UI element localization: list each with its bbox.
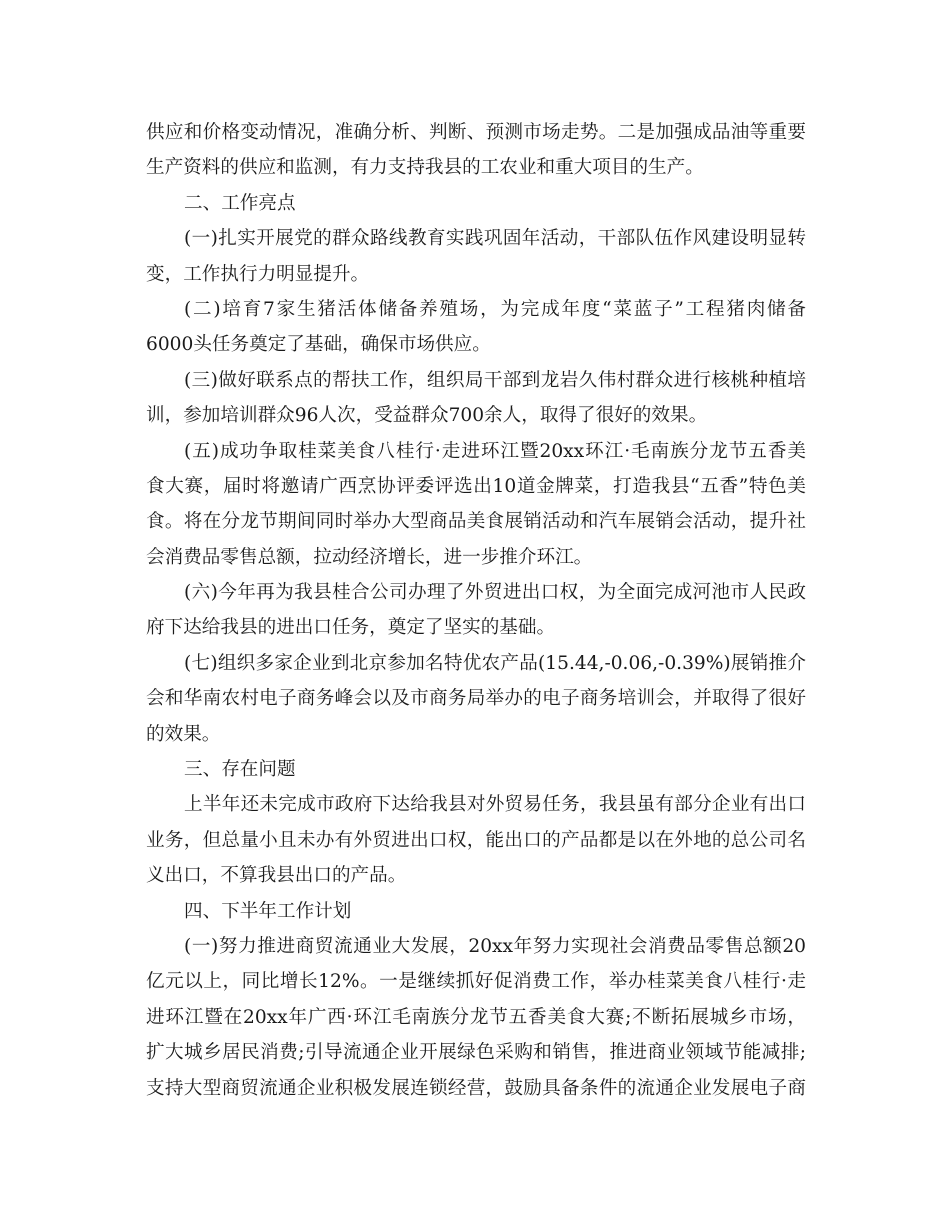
text-line: 生产资料的供应和监测，有力支持我县的工农业和重大项目的生产。 bbox=[146, 157, 704, 179]
text-line: 支持大型商贸流通企业积极发展连锁经营，鼓励具备条件的流通企业发展电子商 bbox=[146, 1077, 806, 1099]
text-line: (二)培育7家生猪活体储备养殖场，为完成年度“菜蓝子”工程猪肉储备 bbox=[184, 298, 806, 320]
text-line: 供应和价格变动情况，准确分析、判断、预测市场走势。二是加强成品油等重要 bbox=[146, 122, 806, 143]
text-line: (七)组织多家企业到北京参加名特优农产品(15.44,-0.06,-0.39%)展销推介 bbox=[184, 652, 806, 674]
text-line: (五)成功争取桂菜美食八桂行·走进环江暨20xx环江·毛南族分龙节五香美 bbox=[184, 440, 806, 462]
text-line: 会和华南农村电子商务峰会以及市商务局举办的电子商务培训会，并取得了很好 bbox=[146, 688, 806, 710]
document-body bbox=[146, 115, 806, 1106]
text-line: 四、下半年工作计划 bbox=[184, 900, 352, 922]
text-line: (三)做好联系点的帮扶工作，组织局干部到龙岩久伟村群众进行核桃种植培 bbox=[184, 369, 806, 391]
text-line: 扩大城乡居民消费;引导流通企业开展绿色采购和销售，推进商业领域节能减排; bbox=[146, 1042, 806, 1064]
text-line: (一)努力推进商贸流通业大发展，20xx年努力实现社会消费品零售总额20 bbox=[184, 935, 806, 957]
text-line: 的效果。 bbox=[146, 723, 221, 745]
text-line: 义出口，不算我县出口的产品。 bbox=[146, 865, 407, 887]
text-line: 训，参加培训群众96人次，受益群众700余人，取得了很好的效果。 bbox=[146, 405, 708, 427]
text-line: 二、工作亮点 bbox=[184, 192, 296, 214]
text-line: (六)今年再为我县桂合公司办理了外贸进出口权，为全面完成河池市人民政 bbox=[184, 582, 806, 604]
text-line: 府下达给我县的进出口任务，奠定了坚实的基础。 bbox=[146, 617, 556, 639]
text-line: 变，工作执行力明显提升。 bbox=[146, 263, 370, 285]
text-line: 业务，但总量小且未办有外贸进出口权，能出口的产品都是以在外地的总公司名 bbox=[146, 829, 806, 851]
text-line: 会消费品零售总额，拉动经济增长，进一步推介环江。 bbox=[146, 546, 593, 568]
text-line: 食大赛，届时将邀请广西烹协评委评选出10道金牌菜，打造我县“五香”特色美 bbox=[146, 475, 806, 497]
text-line: 6000头任务奠定了基础，确保市场供应。 bbox=[146, 334, 491, 356]
text-line: 食。将在分龙节期间同时举办大型商品美食展销活动和汽车展销会活动，提升社 bbox=[146, 511, 806, 533]
text-line: 进环江暨在20xx年广西·环江毛南族分龙节五香美食大赛;不断拓展城乡市场， bbox=[146, 1006, 806, 1028]
text-line: 上半年还未完成市政府下达给我县对外贸易任务，我县虽有部分企业有出口 bbox=[184, 794, 806, 816]
text-line: 亿元以上，同比增长12%。一是继续抓好促消费工作，举办桂菜美食八桂行·走 bbox=[146, 971, 806, 993]
text-line: (一)扎实开展党的群众路线教育实践巩固年活动，干部队伍作风建设明显转 bbox=[184, 228, 806, 250]
text-line: 三、存在问题 bbox=[184, 759, 296, 781]
